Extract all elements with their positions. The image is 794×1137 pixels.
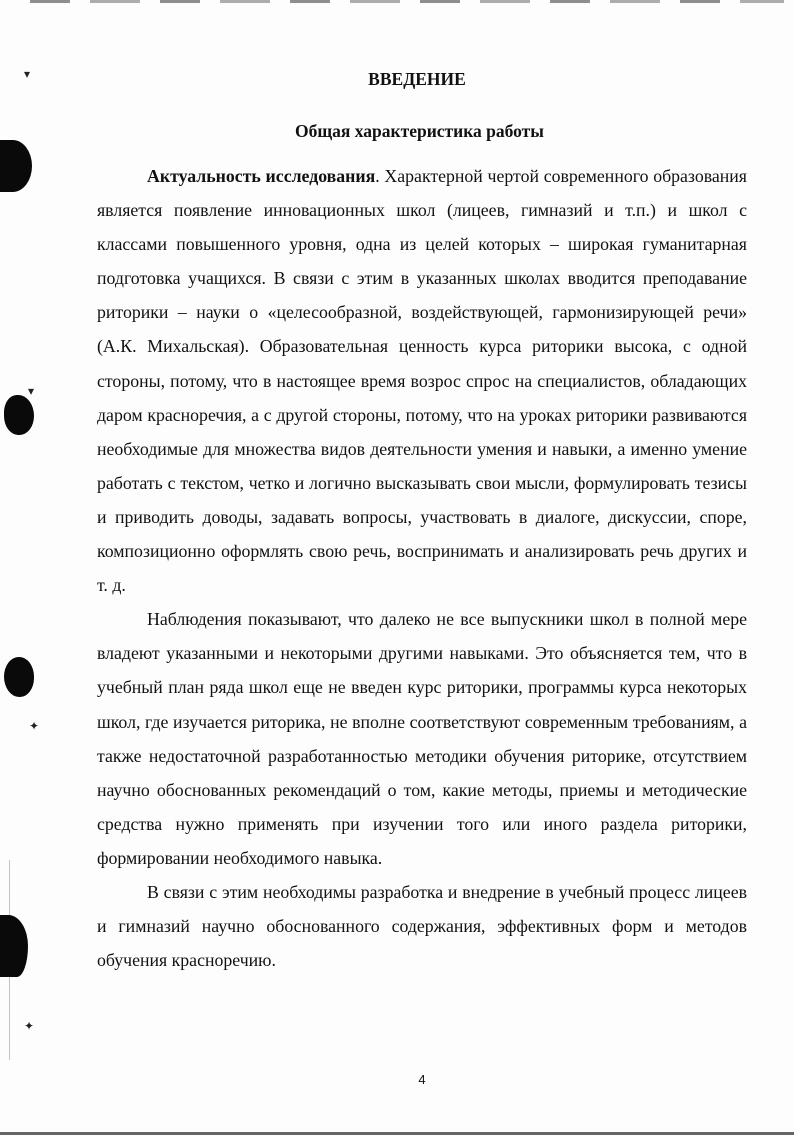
paragraph-conclusion: В связи с этим необходимы разработка и внедрение в учебный процесс лицеев и гимназий научно обоснованного содержания, эффективных форм и методов обучения красноречию. [97, 881, 747, 971]
paragraph-lead: Актуальность исследования [147, 166, 376, 186]
page-number: 4 [418, 1072, 426, 1087]
punch-hole-mark [4, 657, 34, 697]
scan-edge-bottom [0, 1132, 794, 1135]
binding-tab-mark [0, 915, 28, 977]
paragraph-text: . Характерной чертой современного образования является появление инновационных школ (лицеев, гимназий и т.п.) и школ с классами повышенного уровня, одна из целей которых – широкая гуманитарная подготовка учащихся. В связи с этим в указанных школах вводится преподавание риторики – науки о «целесообразной, воздействующей, гармонизирующей речи» (А.К. Михальская). Образовательная ценность курса риторики высока, с одной стороны, потому, что в настоящее время возрос спрос на специалистов, обладающих даром красноречия, а с другой стороны, потому, что на уроках риторики развиваются необходимые для множества видов деятельности умения и навыки, а именно умение работать с текстом, четко и логично высказывать свои мысли, формулировать тезисы и приводить доводы, задавать вопросы, участвовать в диалоге, дискуссии, споре, композиционно оформлять свою речь, воспринимать и анализировать речь других и т. д. [97, 166, 747, 596]
scan-edge-top [30, 0, 784, 3]
body-text [97, 159, 747, 977]
binding-tab-mark [0, 140, 32, 192]
scan-speck-icon: ✦ [24, 1019, 35, 1033]
scan-speck-icon: ✦ [29, 719, 40, 733]
punch-hole-mark [4, 395, 34, 435]
scan-speck-icon: ▾ [28, 384, 35, 398]
paragraph-relevance [97, 159, 747, 602]
paragraph-observations: Наблюдения показывают, что далеко не все выпускники школ в полной мере владеют указанными и некоторыми другими навыками. Это объясняется тем, что в учебный план ряда школ еще не введен курс риторики, программы курса некоторых школ, где изучается риторика, не вполне соответствуют современным требованиям, а также недостаточной разработанностью методики обучения риторике, отсутствием научно обоснованных рекомендаций о том, какие методы, приемы и методические средства нужно применять при изучении того или иного раздела риторики, формировании необходимого навыка. [97, 609, 747, 868]
section-subtitle: Общая характеристика работы [295, 121, 544, 141]
scan-speck-icon: ▾ [24, 67, 31, 81]
page-title: ВВЕДЕНИЕ [368, 69, 466, 89]
